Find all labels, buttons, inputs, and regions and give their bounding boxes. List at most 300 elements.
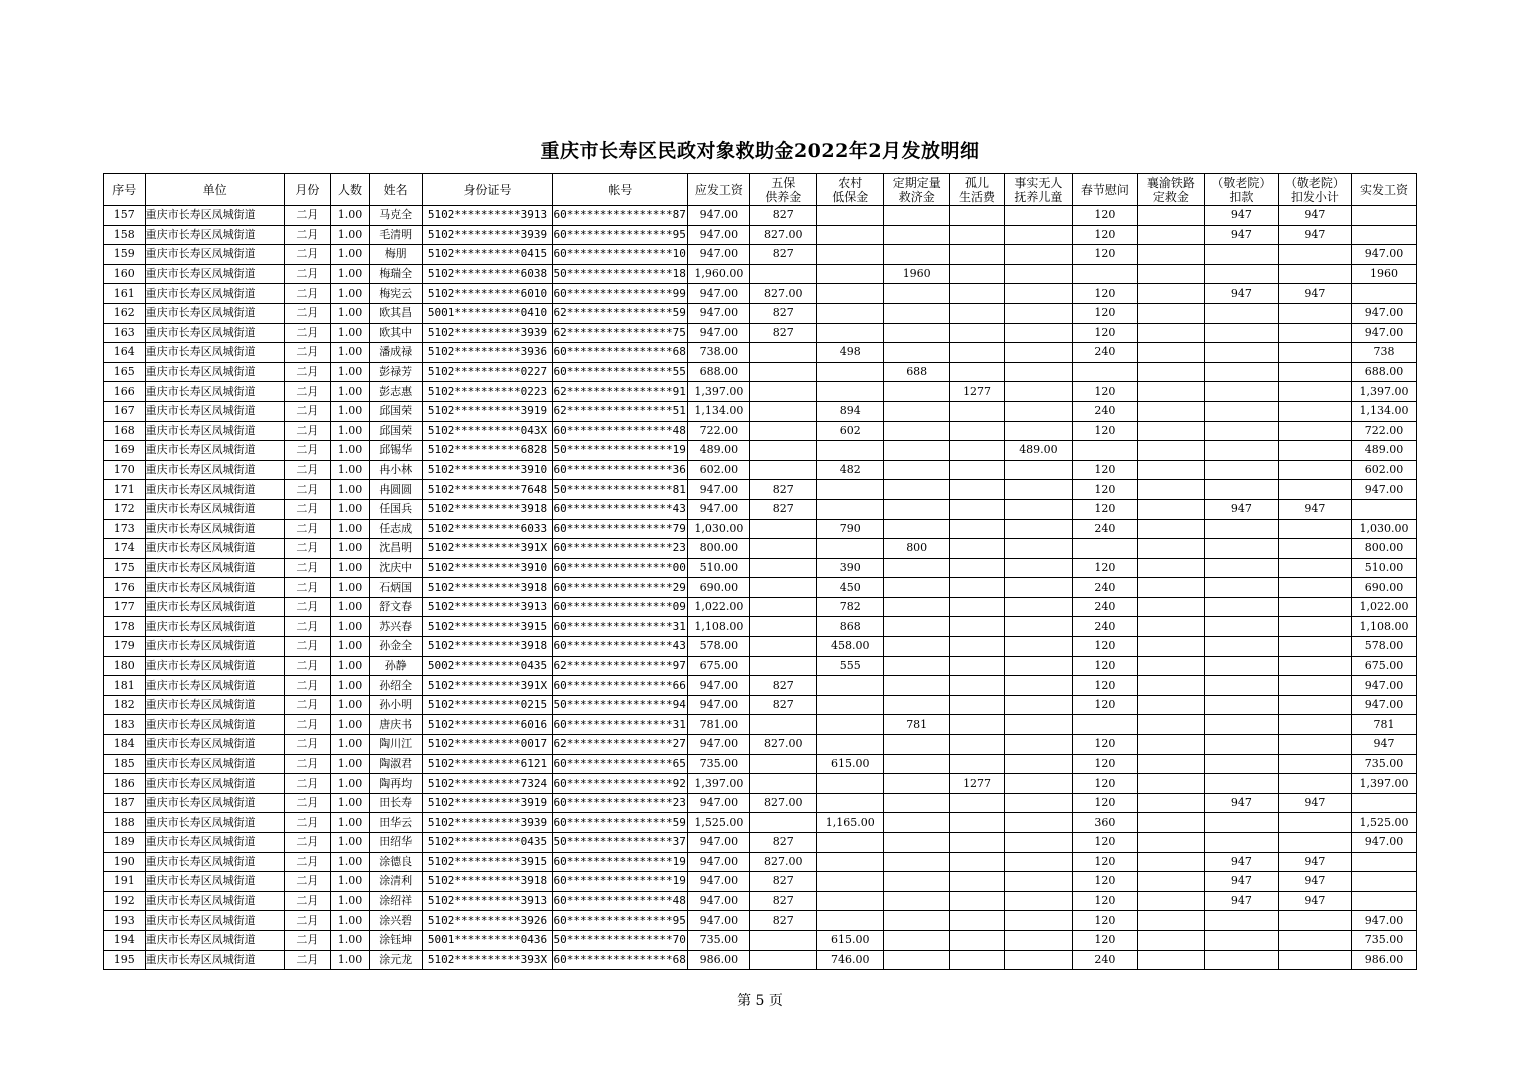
table-cell: 重庆市长寿区凤城街道 <box>145 401 284 421</box>
table-cell <box>750 343 817 363</box>
table-cell: 60****************23 <box>553 539 688 559</box>
table-cell <box>1204 303 1278 323</box>
table-cell: 涂兴碧 <box>369 911 422 931</box>
table-cell <box>950 264 1005 284</box>
table-cell: 160 <box>104 264 146 284</box>
table-cell: 120 <box>1072 225 1137 245</box>
table-cell: 722.00 <box>1351 421 1416 441</box>
table-cell: 5102**********3910 <box>422 460 553 480</box>
table-cell: 1.00 <box>331 676 370 696</box>
table-cell: 510.00 <box>688 558 750 578</box>
table-cell: 947 <box>1278 225 1351 245</box>
table-cell <box>1204 421 1278 441</box>
table-cell <box>817 284 884 304</box>
table-cell: 1.00 <box>331 617 370 637</box>
table-cell: 二月 <box>284 891 331 911</box>
table-cell: 5102**********0435 <box>422 833 553 853</box>
table-cell <box>1004 735 1072 755</box>
table-cell: 重庆市长寿区凤城街道 <box>145 382 284 402</box>
table-cell: 947.00 <box>688 833 750 853</box>
table-cell <box>950 872 1005 892</box>
table-cell <box>1204 676 1278 696</box>
table-cell <box>817 715 884 735</box>
table-cell: 800.00 <box>688 539 750 559</box>
table-cell: 二月 <box>284 225 331 245</box>
table-row <box>104 930 1417 950</box>
table-cell: 169 <box>104 441 146 461</box>
table-cell: 827 <box>750 872 817 892</box>
table-cell <box>884 519 950 539</box>
table-cell: 1.00 <box>331 382 370 402</box>
table-row <box>104 401 1417 421</box>
table-cell: 781 <box>884 715 950 735</box>
table-cell <box>817 833 884 853</box>
table-cell <box>1004 519 1072 539</box>
table-cell <box>884 206 950 226</box>
table-cell: 1,134.00 <box>688 401 750 421</box>
table-cell <box>950 637 1005 657</box>
table-cell <box>950 441 1005 461</box>
table-cell <box>884 578 950 598</box>
table-cell <box>1351 872 1416 892</box>
table-row <box>104 735 1417 755</box>
table-cell: 重庆市长寿区凤城街道 <box>145 950 284 970</box>
table-cell: 重庆市长寿区凤城街道 <box>145 656 284 676</box>
table-cell <box>1278 833 1351 853</box>
table-cell <box>750 401 817 421</box>
table-cell: 192 <box>104 891 146 911</box>
table-cell: 重庆市长寿区凤城街道 <box>145 206 284 226</box>
table-cell: 738.00 <box>688 343 750 363</box>
table-cell: 60****************31 <box>553 617 688 637</box>
table-cell <box>950 833 1005 853</box>
table-cell <box>1204 715 1278 735</box>
table-row <box>104 284 1417 304</box>
table-cell: 重庆市长寿区凤城街道 <box>145 891 284 911</box>
table-cell: 60****************29 <box>553 578 688 598</box>
table-cell <box>750 715 817 735</box>
table-cell: 60****************31 <box>553 715 688 735</box>
column-header: 应发工资 <box>688 174 750 206</box>
table-cell <box>950 323 1005 343</box>
table-cell <box>1278 774 1351 794</box>
column-header: 实发工资 <box>1351 174 1416 206</box>
table-cell <box>1278 637 1351 657</box>
table-cell <box>1137 833 1204 853</box>
table-cell <box>884 891 950 911</box>
table-cell: 二月 <box>284 284 331 304</box>
table-cell: 688 <box>884 362 950 382</box>
table-cell: 181 <box>104 676 146 696</box>
table-row <box>104 715 1417 735</box>
table-cell <box>817 774 884 794</box>
table-cell: 60****************55 <box>553 362 688 382</box>
table-cell <box>884 676 950 696</box>
table-cell: 827.00 <box>750 735 817 755</box>
table-cell <box>817 911 884 931</box>
table-cell <box>1204 695 1278 715</box>
table-cell <box>950 676 1005 696</box>
table-cell <box>1137 460 1204 480</box>
table-cell: 60****************00 <box>553 558 688 578</box>
table-row <box>104 872 1417 892</box>
table-cell: 二月 <box>284 480 331 500</box>
table-cell <box>1204 656 1278 676</box>
table-cell <box>1351 499 1416 519</box>
table-cell: 邱国荣 <box>369 401 422 421</box>
table-cell: 175 <box>104 558 146 578</box>
table-cell <box>1137 323 1204 343</box>
table-cell <box>750 637 817 657</box>
table-cell <box>1204 245 1278 265</box>
table-cell: 50****************70 <box>553 930 688 950</box>
table-cell <box>1278 460 1351 480</box>
table-cell <box>1278 950 1351 970</box>
table-cell <box>1004 558 1072 578</box>
table-cell <box>817 362 884 382</box>
table-cell: 二月 <box>284 323 331 343</box>
table-cell: 二月 <box>284 930 331 950</box>
table-cell: 827 <box>750 499 817 519</box>
table-cell: 5102**********3915 <box>422 617 553 637</box>
table-cell: 120 <box>1072 735 1137 755</box>
table-cell <box>1278 558 1351 578</box>
table-cell <box>950 303 1005 323</box>
table-cell: 1.00 <box>331 813 370 833</box>
table-cell: 冉圆圆 <box>369 480 422 500</box>
table-cell: 梅宪云 <box>369 284 422 304</box>
table-cell: 120 <box>1072 421 1137 441</box>
table-cell <box>1137 480 1204 500</box>
table-cell: 1,397.00 <box>688 774 750 794</box>
table-cell: 173 <box>104 519 146 539</box>
table-cell: 60****************19 <box>553 852 688 872</box>
table-cell <box>1204 362 1278 382</box>
table-cell: 二月 <box>284 441 331 461</box>
table-cell <box>1204 911 1278 931</box>
table-cell <box>1137 303 1204 323</box>
table-cell <box>950 930 1005 950</box>
table-cell: 沈昌明 <box>369 539 422 559</box>
table-cell <box>1137 206 1204 226</box>
table-cell: 240 <box>1072 343 1137 363</box>
table-cell <box>1204 754 1278 774</box>
table-cell: 947 <box>1204 872 1278 892</box>
table-row <box>104 558 1417 578</box>
table-cell <box>884 695 950 715</box>
table-cell: 1,397.00 <box>688 382 750 402</box>
table-cell: 390 <box>817 558 884 578</box>
column-header: 五保 供养金 <box>750 174 817 206</box>
table-cell <box>884 656 950 676</box>
table-cell: 827 <box>750 833 817 853</box>
table-cell <box>1204 637 1278 657</box>
table-cell <box>1278 597 1351 617</box>
table-cell: 947.00 <box>688 891 750 911</box>
table-cell: 498 <box>817 343 884 363</box>
table-cell <box>1004 539 1072 559</box>
table-cell: 168 <box>104 421 146 441</box>
table-cell <box>1004 401 1072 421</box>
table-cell: 120 <box>1072 558 1137 578</box>
table-cell: 60****************59 <box>553 813 688 833</box>
table-cell <box>817 891 884 911</box>
table-cell: 947.00 <box>688 499 750 519</box>
table-cell: 827 <box>750 245 817 265</box>
table-cell: 688.00 <box>1351 362 1416 382</box>
table-cell <box>884 813 950 833</box>
table-cell <box>950 793 1005 813</box>
table-row <box>104 245 1417 265</box>
table-cell: 重庆市长寿区凤城街道 <box>145 519 284 539</box>
table-cell: 1,108.00 <box>1351 617 1416 637</box>
table-cell: 722.00 <box>688 421 750 441</box>
column-header: 身份证号 <box>422 174 553 206</box>
table-cell <box>884 930 950 950</box>
table-cell: 1,960.00 <box>688 264 750 284</box>
table-cell: 田绍华 <box>369 833 422 853</box>
table-cell <box>1137 362 1204 382</box>
table-cell <box>884 323 950 343</box>
table-row <box>104 343 1417 363</box>
table-cell: 675.00 <box>1351 656 1416 676</box>
table-cell: 827 <box>750 206 817 226</box>
table-row <box>104 774 1417 794</box>
table-cell <box>884 637 950 657</box>
table-cell: 5102**********3936 <box>422 343 553 363</box>
table-cell: 冉小林 <box>369 460 422 480</box>
table-cell: 827.00 <box>750 225 817 245</box>
table-cell: 746.00 <box>817 950 884 970</box>
table-cell <box>817 480 884 500</box>
table-cell <box>1204 930 1278 950</box>
table-cell: 240 <box>1072 401 1137 421</box>
table-cell: 二月 <box>284 539 331 559</box>
table-cell: 1,108.00 <box>688 617 750 637</box>
table-cell: 重庆市长寿区凤城街道 <box>145 637 284 657</box>
table-row <box>104 480 1417 500</box>
table-cell: 159 <box>104 245 146 265</box>
table-cell <box>1137 695 1204 715</box>
table-cell <box>750 441 817 461</box>
table-cell <box>1204 343 1278 363</box>
column-header: 帐号 <box>553 174 688 206</box>
table-cell <box>884 911 950 931</box>
table-cell: 986.00 <box>688 950 750 970</box>
table-cell <box>1137 245 1204 265</box>
table-cell: 5102**********6038 <box>422 264 553 284</box>
table-cell: 重庆市长寿区凤城街道 <box>145 911 284 931</box>
column-header: 单位 <box>145 174 284 206</box>
table-cell: 947.00 <box>1351 676 1416 696</box>
table-cell: 5102**********3913 <box>422 597 553 617</box>
table-cell: 120 <box>1072 656 1137 676</box>
table-cell: 涂德良 <box>369 852 422 872</box>
table-cell: 60****************95 <box>553 225 688 245</box>
table-row <box>104 891 1417 911</box>
table-cell: 190 <box>104 852 146 872</box>
table-cell: 510.00 <box>1351 558 1416 578</box>
table-cell <box>950 343 1005 363</box>
table-cell: 重庆市长寿区凤城街道 <box>145 323 284 343</box>
table-cell <box>1004 676 1072 696</box>
table-cell: 重庆市长寿区凤城街道 <box>145 558 284 578</box>
table-cell: 120 <box>1072 793 1137 813</box>
table-cell <box>750 656 817 676</box>
table-cell: 马克全 <box>369 206 422 226</box>
table-cell: 重庆市长寿区凤城街道 <box>145 578 284 598</box>
table-cell <box>950 695 1005 715</box>
table-cell: 62****************59 <box>553 303 688 323</box>
table-cell: 二月 <box>284 519 331 539</box>
table-cell: 孙静 <box>369 656 422 676</box>
table-cell <box>950 891 1005 911</box>
table-cell: 800 <box>884 539 950 559</box>
table-cell <box>1278 519 1351 539</box>
table-cell: 360 <box>1072 813 1137 833</box>
table-cell <box>817 245 884 265</box>
table-cell: 毛清明 <box>369 225 422 245</box>
table-cell: 50****************81 <box>553 480 688 500</box>
table-row <box>104 911 1417 931</box>
table-row <box>104 597 1417 617</box>
table-cell: 1,022.00 <box>1351 597 1416 617</box>
table-cell: 石炳国 <box>369 578 422 598</box>
table-cell: 183 <box>104 715 146 735</box>
table-cell <box>817 382 884 402</box>
table-cell: 1.00 <box>331 539 370 559</box>
table-cell <box>1204 578 1278 598</box>
table-row <box>104 852 1417 872</box>
table-cell: 50****************37 <box>553 833 688 853</box>
table-cell: 482 <box>817 460 884 480</box>
table-cell: 二月 <box>284 558 331 578</box>
table-cell <box>817 872 884 892</box>
table-cell: 1.00 <box>331 264 370 284</box>
table-cell <box>817 735 884 755</box>
table-cell: 947.00 <box>1351 833 1416 853</box>
table-cell <box>1278 441 1351 461</box>
table-row <box>104 382 1417 402</box>
table-cell: 重庆市长寿区凤城街道 <box>145 833 284 853</box>
table-cell: 1.00 <box>331 480 370 500</box>
table-cell: 60****************10 <box>553 245 688 265</box>
table-cell <box>884 303 950 323</box>
table-cell: 欧其中 <box>369 323 422 343</box>
table-cell <box>1137 930 1204 950</box>
table-cell: 5102**********7324 <box>422 774 553 794</box>
table-cell: 重庆市长寿区凤城街道 <box>145 441 284 461</box>
page-number: 第 5 页 <box>737 993 783 1009</box>
table-cell: 5102**********3926 <box>422 911 553 931</box>
table-cell <box>884 754 950 774</box>
table-cell: 947.00 <box>688 303 750 323</box>
table-cell <box>1004 597 1072 617</box>
table-row <box>104 617 1417 637</box>
table-cell: 1960 <box>884 264 950 284</box>
table-cell: 947 <box>1278 284 1351 304</box>
table-cell <box>1278 245 1351 265</box>
table-cell: 5102**********3910 <box>422 558 553 578</box>
table-cell: 60****************09 <box>553 597 688 617</box>
table-cell <box>1004 754 1072 774</box>
table-cell: 240 <box>1072 578 1137 598</box>
table-cell <box>1278 617 1351 637</box>
table-cell: 688.00 <box>688 362 750 382</box>
table-cell <box>1137 539 1204 559</box>
table-cell: 梅瑞全 <box>369 264 422 284</box>
table-cell <box>950 656 1005 676</box>
table-cell: 涂元龙 <box>369 950 422 970</box>
table-cell: 二月 <box>284 676 331 696</box>
table-cell: 1.00 <box>331 950 370 970</box>
table-cell <box>1137 499 1204 519</box>
table-cell: 947.00 <box>688 284 750 304</box>
table-cell: 800.00 <box>1351 539 1416 559</box>
table-cell: 60****************68 <box>553 950 688 970</box>
table-cell <box>1204 813 1278 833</box>
table-cell: 194 <box>104 930 146 950</box>
table-cell: 60****************87 <box>553 206 688 226</box>
table-cell: 5102**********6828 <box>422 441 553 461</box>
table-cell <box>1137 617 1204 637</box>
table-cell <box>884 774 950 794</box>
table-cell <box>1278 421 1351 441</box>
table-cell <box>950 617 1005 637</box>
table-cell <box>1004 637 1072 657</box>
table-cell: 458.00 <box>817 637 884 657</box>
table-cell: 二月 <box>284 735 331 755</box>
table-cell <box>1137 597 1204 617</box>
table-cell <box>1278 264 1351 284</box>
table-cell <box>1137 284 1204 304</box>
table-cell: 735.00 <box>1351 930 1416 950</box>
table-cell: 164 <box>104 343 146 363</box>
table-cell <box>1004 911 1072 931</box>
table-cell: 179 <box>104 637 146 657</box>
table-cell: 120 <box>1072 499 1137 519</box>
table-cell: 947 <box>1204 499 1278 519</box>
table-cell <box>884 735 950 755</box>
table-cell: 1.00 <box>331 245 370 265</box>
table-cell <box>1278 343 1351 363</box>
table-cell: 重庆市长寿区凤城街道 <box>145 676 284 696</box>
table-cell <box>750 421 817 441</box>
table-cell: 二月 <box>284 343 331 363</box>
table-cell: 孙小明 <box>369 695 422 715</box>
document-title: 重庆市长寿区民政对象救助金2022年2月发放明细 <box>540 140 980 162</box>
table-row <box>104 578 1417 598</box>
table-cell: 重庆市长寿区凤城街道 <box>145 793 284 813</box>
table-cell <box>1137 872 1204 892</box>
table-cell: 二月 <box>284 872 331 892</box>
table-cell <box>1137 911 1204 931</box>
table-cell: 120 <box>1072 206 1137 226</box>
table-cell: 868 <box>817 617 884 637</box>
table-cell: 1,022.00 <box>688 597 750 617</box>
table-cell: 62****************91 <box>553 382 688 402</box>
table-cell <box>884 872 950 892</box>
table-cell: 二月 <box>284 499 331 519</box>
table-header-row <box>104 174 1417 206</box>
table-cell: 二月 <box>284 362 331 382</box>
table-cell: 1.00 <box>331 715 370 735</box>
table-cell <box>1004 343 1072 363</box>
table-cell <box>1204 323 1278 343</box>
table-cell <box>1004 793 1072 813</box>
table-cell <box>1204 441 1278 461</box>
table-cell <box>1004 617 1072 637</box>
